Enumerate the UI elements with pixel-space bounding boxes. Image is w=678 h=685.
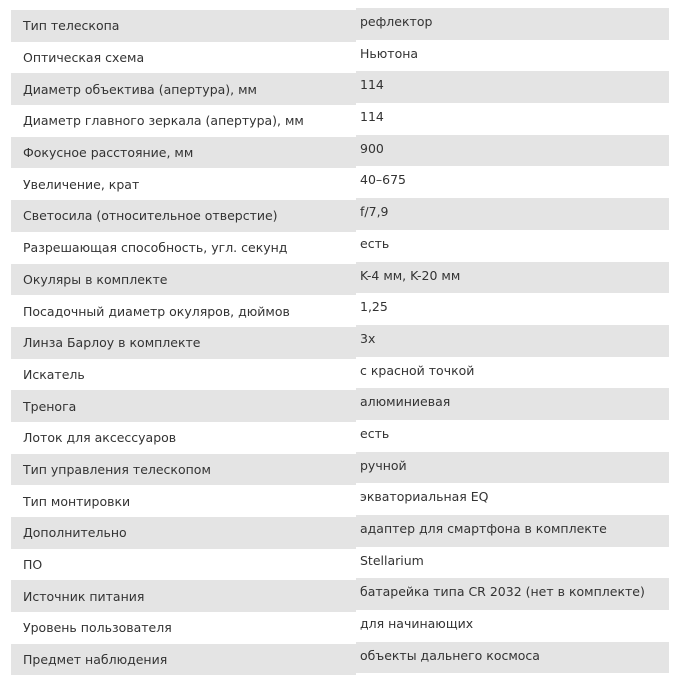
spec-value: рефлектор (360, 14, 433, 29)
spec-table-body (11, 8, 669, 673)
spec-label: Линза Барлоу в комплекте (23, 335, 201, 351)
spec-row-magnification (11, 166, 669, 198)
spec-row-power-source (11, 578, 669, 610)
spec-row-mirror-diameter (11, 103, 669, 135)
spec-value: батарейка типа CR 2032 (нет в комплекте) (360, 584, 645, 600)
spec-row-resolution (11, 230, 669, 262)
spec-label: Разрешающая способность, угл. секунд (23, 240, 288, 256)
spec-label: Тип управления телескопом (23, 461, 211, 477)
spec-label: Фокусное расстояние, мм (23, 145, 194, 161)
spec-row-eyepiece-diameter (11, 293, 669, 325)
spec-row-telescope-type (11, 8, 669, 40)
spec-label: Лоток для аксессуаров (23, 430, 177, 446)
spec-value: 900 (360, 140, 384, 156)
spec-value: есть (360, 425, 390, 441)
spec-value: объекты дальнего космоса (360, 647, 540, 663)
spec-value: f/7,9 (360, 204, 389, 220)
spec-label: Тип телескопа (23, 18, 120, 34)
spec-value: 114 (360, 109, 384, 125)
spec-row-mount-type (11, 483, 669, 515)
spec-row-tripod (11, 388, 669, 420)
spec-label: Дополнительно (23, 525, 127, 541)
spec-row-additional (11, 515, 669, 547)
spec-row-optical-scheme (11, 40, 669, 72)
spec-value: адаптер для смартфона в комплекте (360, 521, 607, 536)
spec-row-barlow-lens (11, 325, 669, 357)
spec-value: 1,25 (360, 299, 388, 315)
spec-row-aperture-ratio (11, 198, 669, 230)
spec-label: Источник питания (23, 588, 145, 604)
spec-value: Stellarium (360, 552, 424, 568)
spec-label: Посадочный диаметр окуляров, дюймов (23, 303, 290, 319)
spec-label: Диаметр главного зеркала (апертура), мм (23, 113, 304, 129)
spec-row-software (11, 547, 669, 579)
spec-value: K-4 мм, K-20 мм (360, 267, 461, 283)
spec-row-user-level (11, 610, 669, 642)
spec-value: с красной точкой (360, 362, 475, 378)
spec-label: Искатель (23, 366, 85, 382)
spec-value: алюминиевая (360, 394, 451, 410)
spec-value: 114 (360, 77, 384, 93)
spec-row-eyepieces (11, 262, 669, 294)
spec-label: Уровень пользователя (23, 620, 172, 636)
spec-row-accessory-tray (11, 420, 669, 452)
spec-value: для начинающих (360, 616, 474, 632)
spec-value: ручной (360, 457, 407, 473)
spec-label: Тренога (23, 398, 77, 414)
spec-label: Предмет наблюдения (23, 652, 168, 668)
spec-label: Увеличение, крат (23, 176, 140, 192)
spec-value: 40–675 (360, 172, 407, 188)
spec-label: ПО (23, 557, 43, 573)
spec-row-finder (11, 357, 669, 389)
spec-value: Ньютона (360, 45, 419, 61)
spec-label: Окуляры в комплекте (23, 271, 168, 287)
spec-value: экваториальная EQ (360, 489, 489, 505)
spec-label: Диаметр объектива (апертура), мм (23, 81, 257, 97)
spec-label: Тип монтировки (23, 493, 131, 509)
spec-value: есть (360, 235, 390, 251)
spec-value: 3x (360, 330, 376, 346)
spec-row-observation-subject (11, 642, 669, 674)
spec-label: Светосила (относительное отверстие) (23, 208, 278, 224)
spec-row-objective-diameter (11, 71, 669, 103)
spec-row-control-type (11, 452, 669, 484)
spec-table (11, 8, 669, 673)
spec-label: Оптическая схема (23, 50, 145, 66)
spec-row-focal-length (11, 135, 669, 167)
